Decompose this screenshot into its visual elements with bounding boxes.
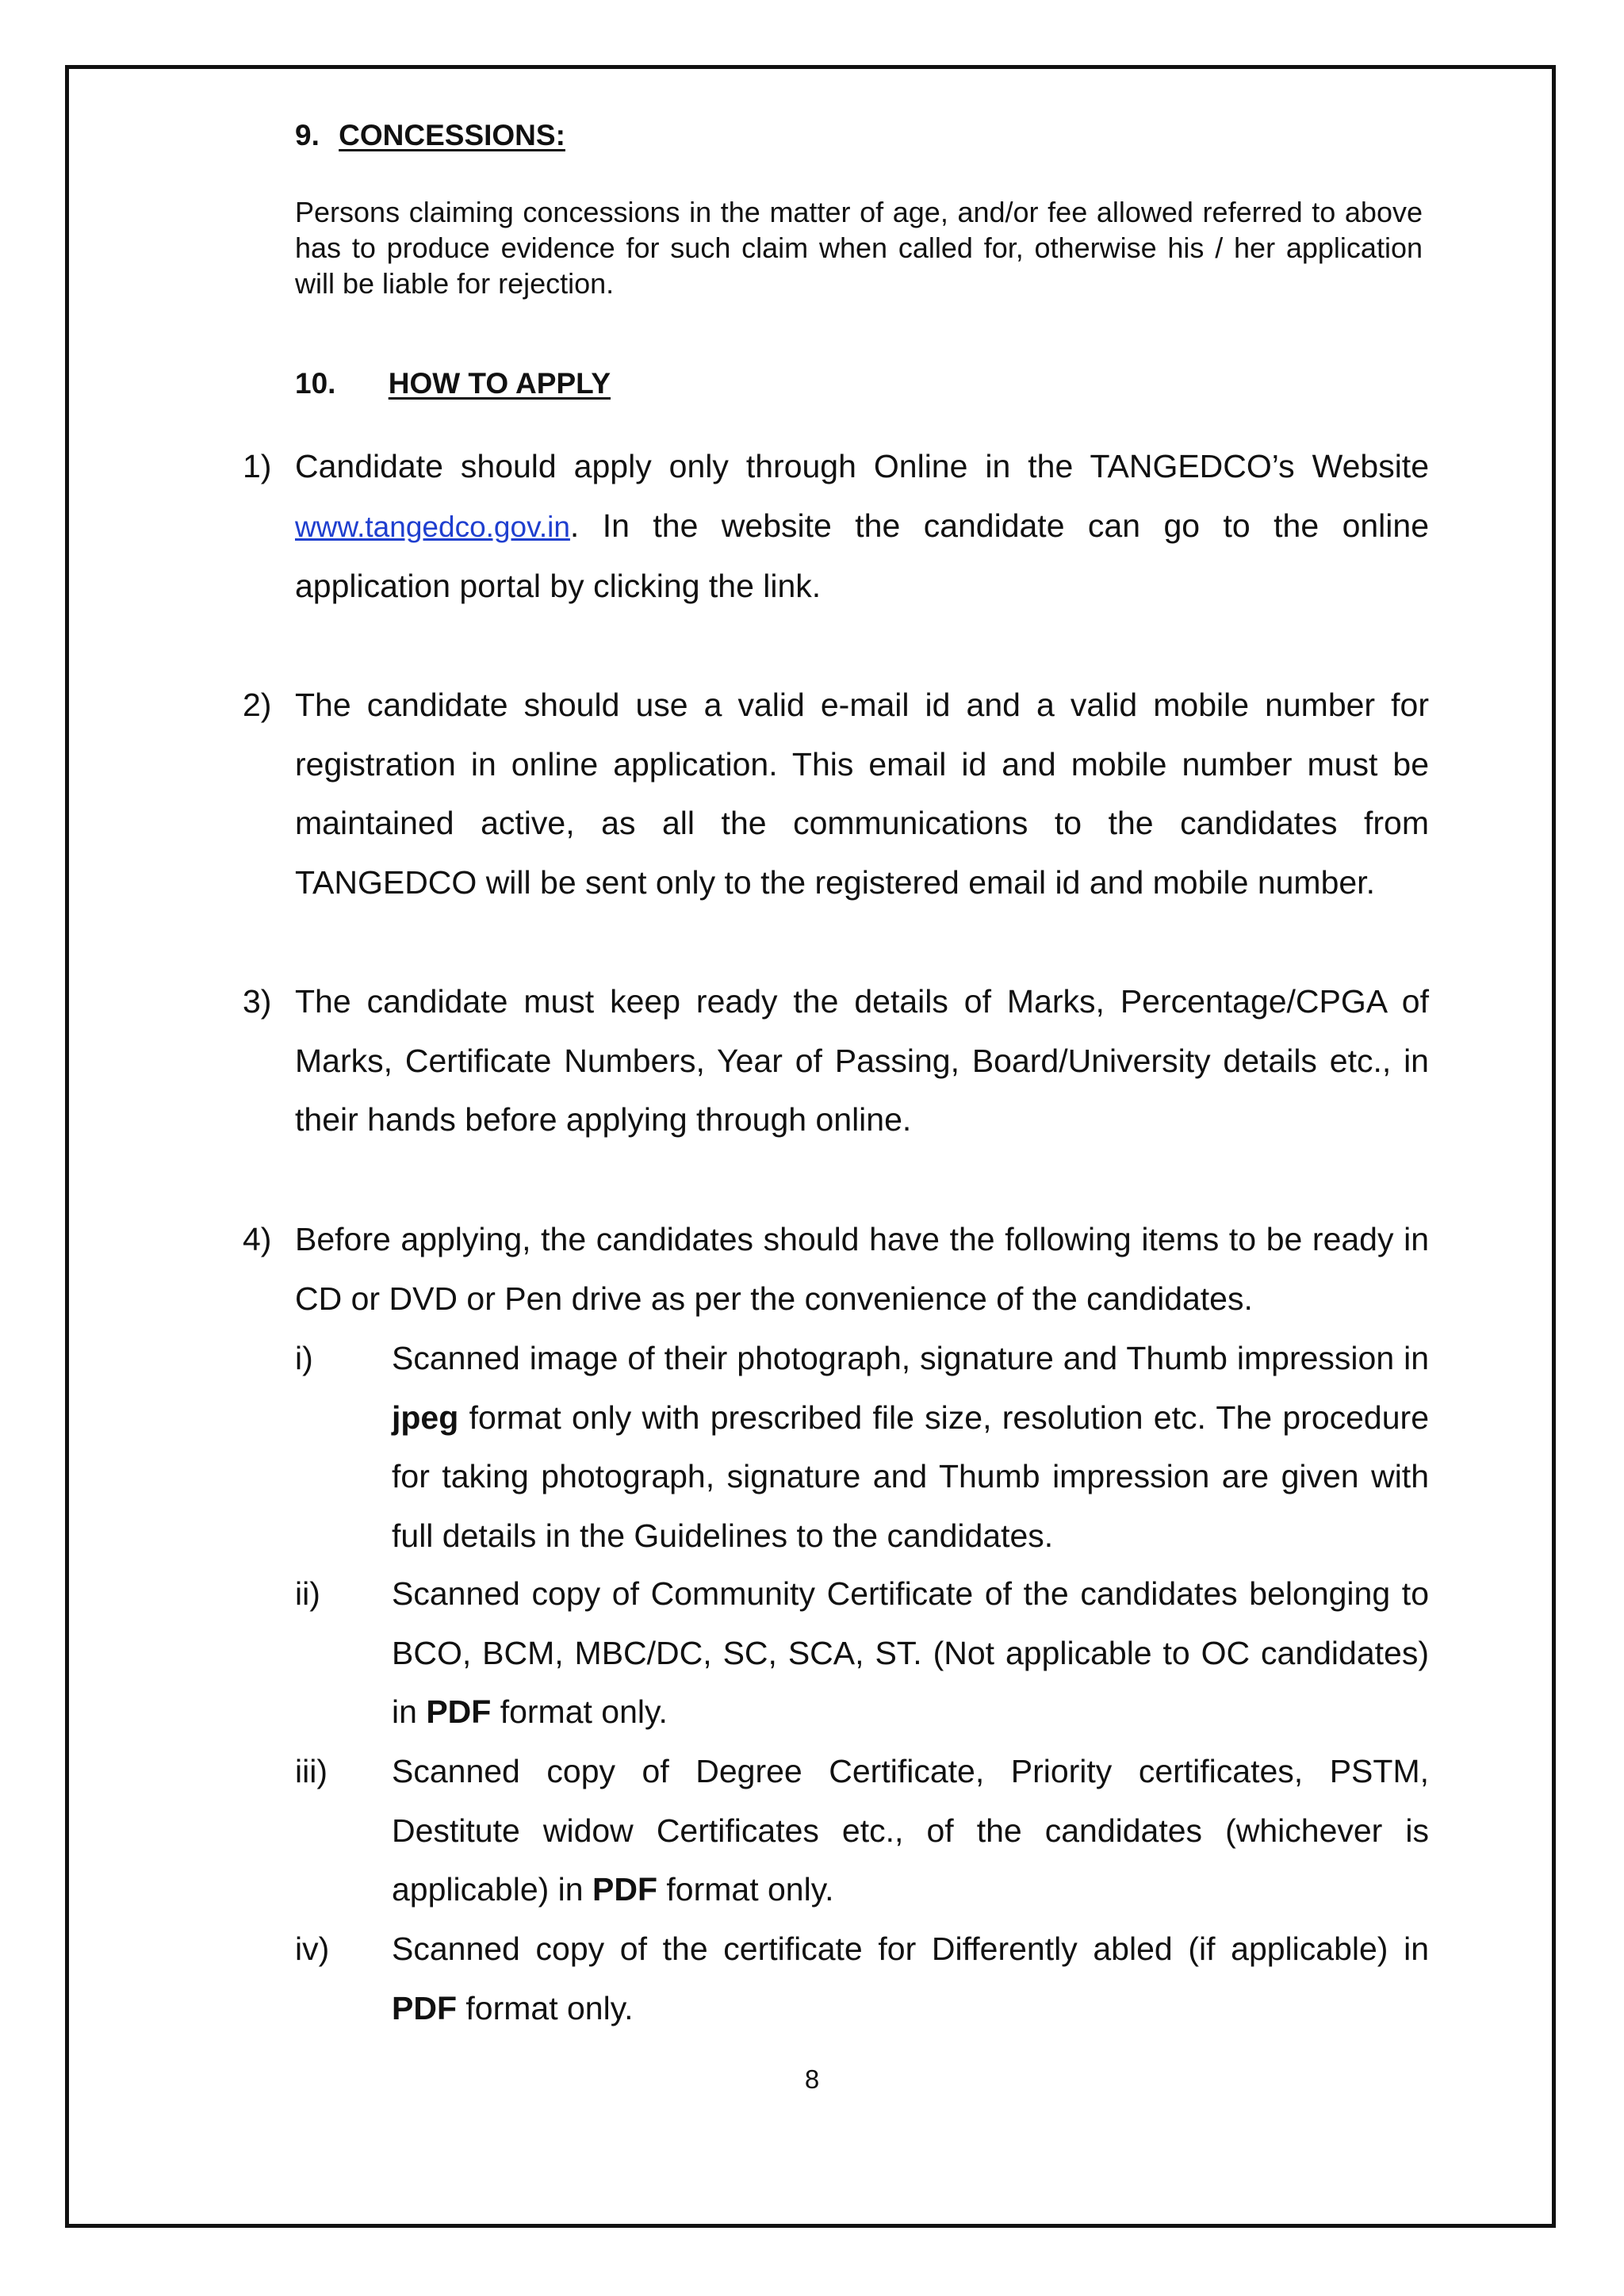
sub-item-3-text-cont: format only. <box>657 1871 834 1908</box>
list-item-text: The candidate should use a valid e-mail id and a valid mobile number for registration in online application. This email id and mobile number must be maintained active, as all the communications to the candidates from TANGEDCO will be sent only to the registered email id and mobile number. <box>295 687 1429 901</box>
sub-list-item-text <box>392 1919 1429 2038</box>
list-marker: 2) <box>243 687 272 723</box>
sub-item-2-text-cont: format only. <box>491 1693 668 1730</box>
section-10-heading <box>295 367 611 400</box>
list-marker: 4) <box>243 1221 272 1257</box>
format-pdf: PDF <box>426 1693 492 1730</box>
list-marker: 1) <box>243 448 272 484</box>
section-9-text: Persons claiming concessions in the matter of age, and/or fee allowed referred to above has to produce evidence for such claim when called for, otherwise his / her application will be liable for rejection. <box>295 196 1423 300</box>
sub-list-marker: iv) <box>295 1931 330 1967</box>
item-1-text-cont: . In the website the candidate can go to the online application portal by clicking the link. <box>295 507 1429 604</box>
sub-item-1-text: Scanned image of their photograph, signature and Thumb impression in <box>392 1340 1429 1376</box>
format-pdf: PDF <box>592 1871 657 1908</box>
item-1-text: Candidate should apply only through Online in the TANGEDCO’s Website <box>295 448 1429 484</box>
sub-item-4-text: Scanned copy of the certificate for Differently abled (if applicable) in <box>392 1931 1429 1967</box>
list-item-text: The candidate must keep ready the details of Marks, Percentage/CPGA of Marks, Certificate Numbers, Year of Passing, Board/University details etc., in their hands before applying through online. <box>295 983 1429 1138</box>
website-link[interactable]: www.tangedco.gov.in <box>295 510 570 543</box>
sub-list-marker: iii) <box>295 1753 327 1789</box>
sub-list-item-text <box>392 1742 1429 1919</box>
list-item-text: Before applying, the candidates should have the following items to be ready in CD or DVD or Pen drive as per the convenience of the candidates. <box>295 1221 1429 1317</box>
sub-list-marker: i) <box>295 1340 313 1376</box>
list-item-text <box>295 437 1429 616</box>
section-10-number: 10. <box>295 367 336 400</box>
format-jpeg: jpeg <box>392 1399 459 1436</box>
sub-list-marker: ii) <box>295 1575 320 1612</box>
section-9-heading <box>295 119 565 152</box>
sub-item-4-text-cont: format only. <box>457 1989 634 2026</box>
format-pdf: PDF <box>392 1989 457 2026</box>
sub-list-item-text <box>392 1564 1429 1742</box>
section-10-title: HOW TO APPLY <box>388 367 611 400</box>
list-marker: 3) <box>243 983 272 1020</box>
section-9-number: 9. <box>295 119 320 151</box>
section-9-title: CONCESSIONS: <box>339 119 565 151</box>
sub-list-item-text <box>392 1329 1429 1565</box>
sub-item-3-text: Scanned copy of Degree Certificate, Priority certificates, PSTM, Destitute widow Certificates etc., of the candidates (whichever is applicable) in <box>392 1753 1429 1908</box>
sub-item-2-text: Scanned copy of Community Certificate of the candidates belonging to BCO, BCM, MBC/DC, SC, SCA, ST. (Not applicable to OC candidates) in <box>392 1575 1429 1730</box>
sub-item-1-text-cont: format only with prescribed file size, resolution etc. The procedure for taking photograph, signature and Thumb impression are given with full details in the Guidelines to the candidates. <box>392 1399 1429 1554</box>
page-number: 8 <box>804 2064 820 2094</box>
